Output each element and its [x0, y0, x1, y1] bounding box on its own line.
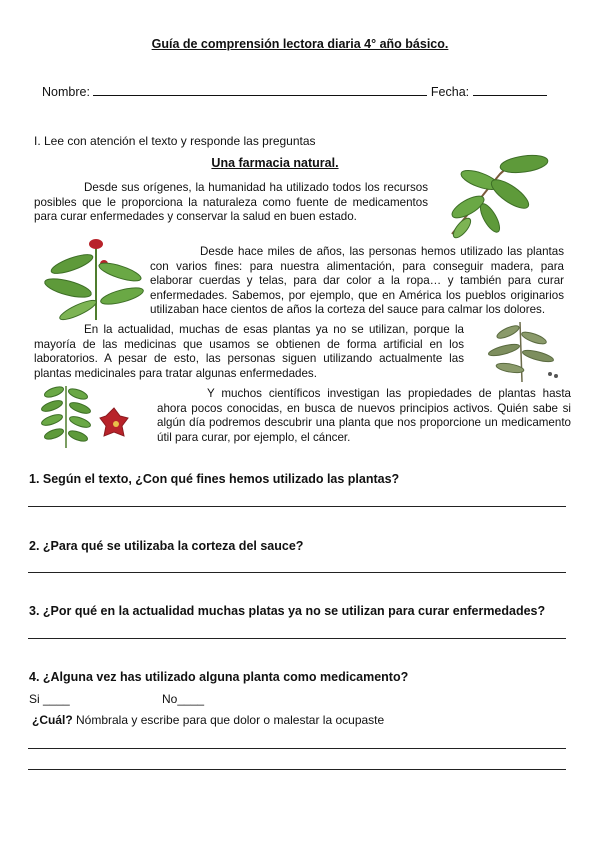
answer-line-3[interactable]: [28, 638, 566, 639]
date-field[interactable]: [473, 84, 547, 96]
no-option[interactable]: No____: [162, 692, 205, 706]
paragraph-3: En la actualidad, muchas de esas plantas ya no se utilizan, porque la mayoría de las medicinas que usamos se obtienen de forma artificial en los laboratorios. A pesar de esto, las personas siguen utilizando actualmente las plantas medicinales para tratar algunas enfermedades.: [34, 323, 464, 380]
question-3: 3. ¿Por qué en la actualidad muchas platas ya no se utilizan para curar enfermedades?: [29, 604, 546, 618]
which-prompt: [32, 713, 384, 727]
name-field[interactable]: [93, 84, 427, 96]
question-2: 2. ¿Para qué se utilizaba la corteza del sauce?: [29, 539, 304, 553]
which-text: Nómbrala y escribe para que dolor o malestar la ocupaste: [72, 713, 385, 727]
question-1: 1. Según el texto, ¿Con qué fines hemos utilizado las plantas?: [29, 472, 400, 486]
answer-line-1[interactable]: [28, 506, 566, 507]
answer-line-4b[interactable]: [28, 769, 566, 770]
leafy-branch-illustration: [440, 152, 555, 240]
answer-line-4a[interactable]: [28, 748, 566, 749]
yes-option[interactable]: Si ____: [29, 692, 70, 706]
paragraph-4: Y muchos científicos investigan las propiedades de plantas hasta ahora pocos conocidas, en busca de nuevos principios activos. Quién sabe si algún día podremos descubrir una planta que nos proporcione un medicamento útil para curar, por ejemplo, el cáncer.: [157, 387, 571, 444]
instructions: I. Lee con atención el texto y responde las preguntas: [34, 134, 316, 148]
paragraph-2: Desde hace miles de años, las personas hemos utilizado las plantas con varios fines: para nuestra alimentación, para conseguir madera, para elaborar cuerdas y telas, para dar color a la ropa… y también para curar enfermedades. Sabemos, por ejemplo, que en América los pueblos originarios utilizaban hace cientos de años la corteza del sauce para calmar los dolores.: [150, 245, 564, 316]
name-label: Nombre:: [42, 85, 90, 99]
which-label: ¿Cuál?: [32, 713, 73, 727]
question-4: 4. ¿Alguna vez has utilizado alguna planta como medicamento?: [29, 670, 409, 684]
page-title: Guía de comprensión lectora diaria 4° año básico.: [151, 37, 449, 51]
name-date-row: [42, 84, 547, 99]
date-label: Fecha:: [430, 85, 470, 99]
reading-title: Una farmacia natural.: [211, 156, 339, 170]
flowering-plant-illustration: [38, 236, 146, 320]
paragraph-1: Desde sus orígenes, la humanidad ha utilizado todos los recursos posibles que le proporciona la naturaleza como fuente de medicamentos para curar enfermedades y conservar la salud en buen estado.: [34, 181, 428, 223]
answer-line-2[interactable]: [28, 572, 566, 573]
plant-sprig-illustration: [482, 318, 562, 384]
compound-leaf-flower-illustration: [36, 382, 132, 450]
